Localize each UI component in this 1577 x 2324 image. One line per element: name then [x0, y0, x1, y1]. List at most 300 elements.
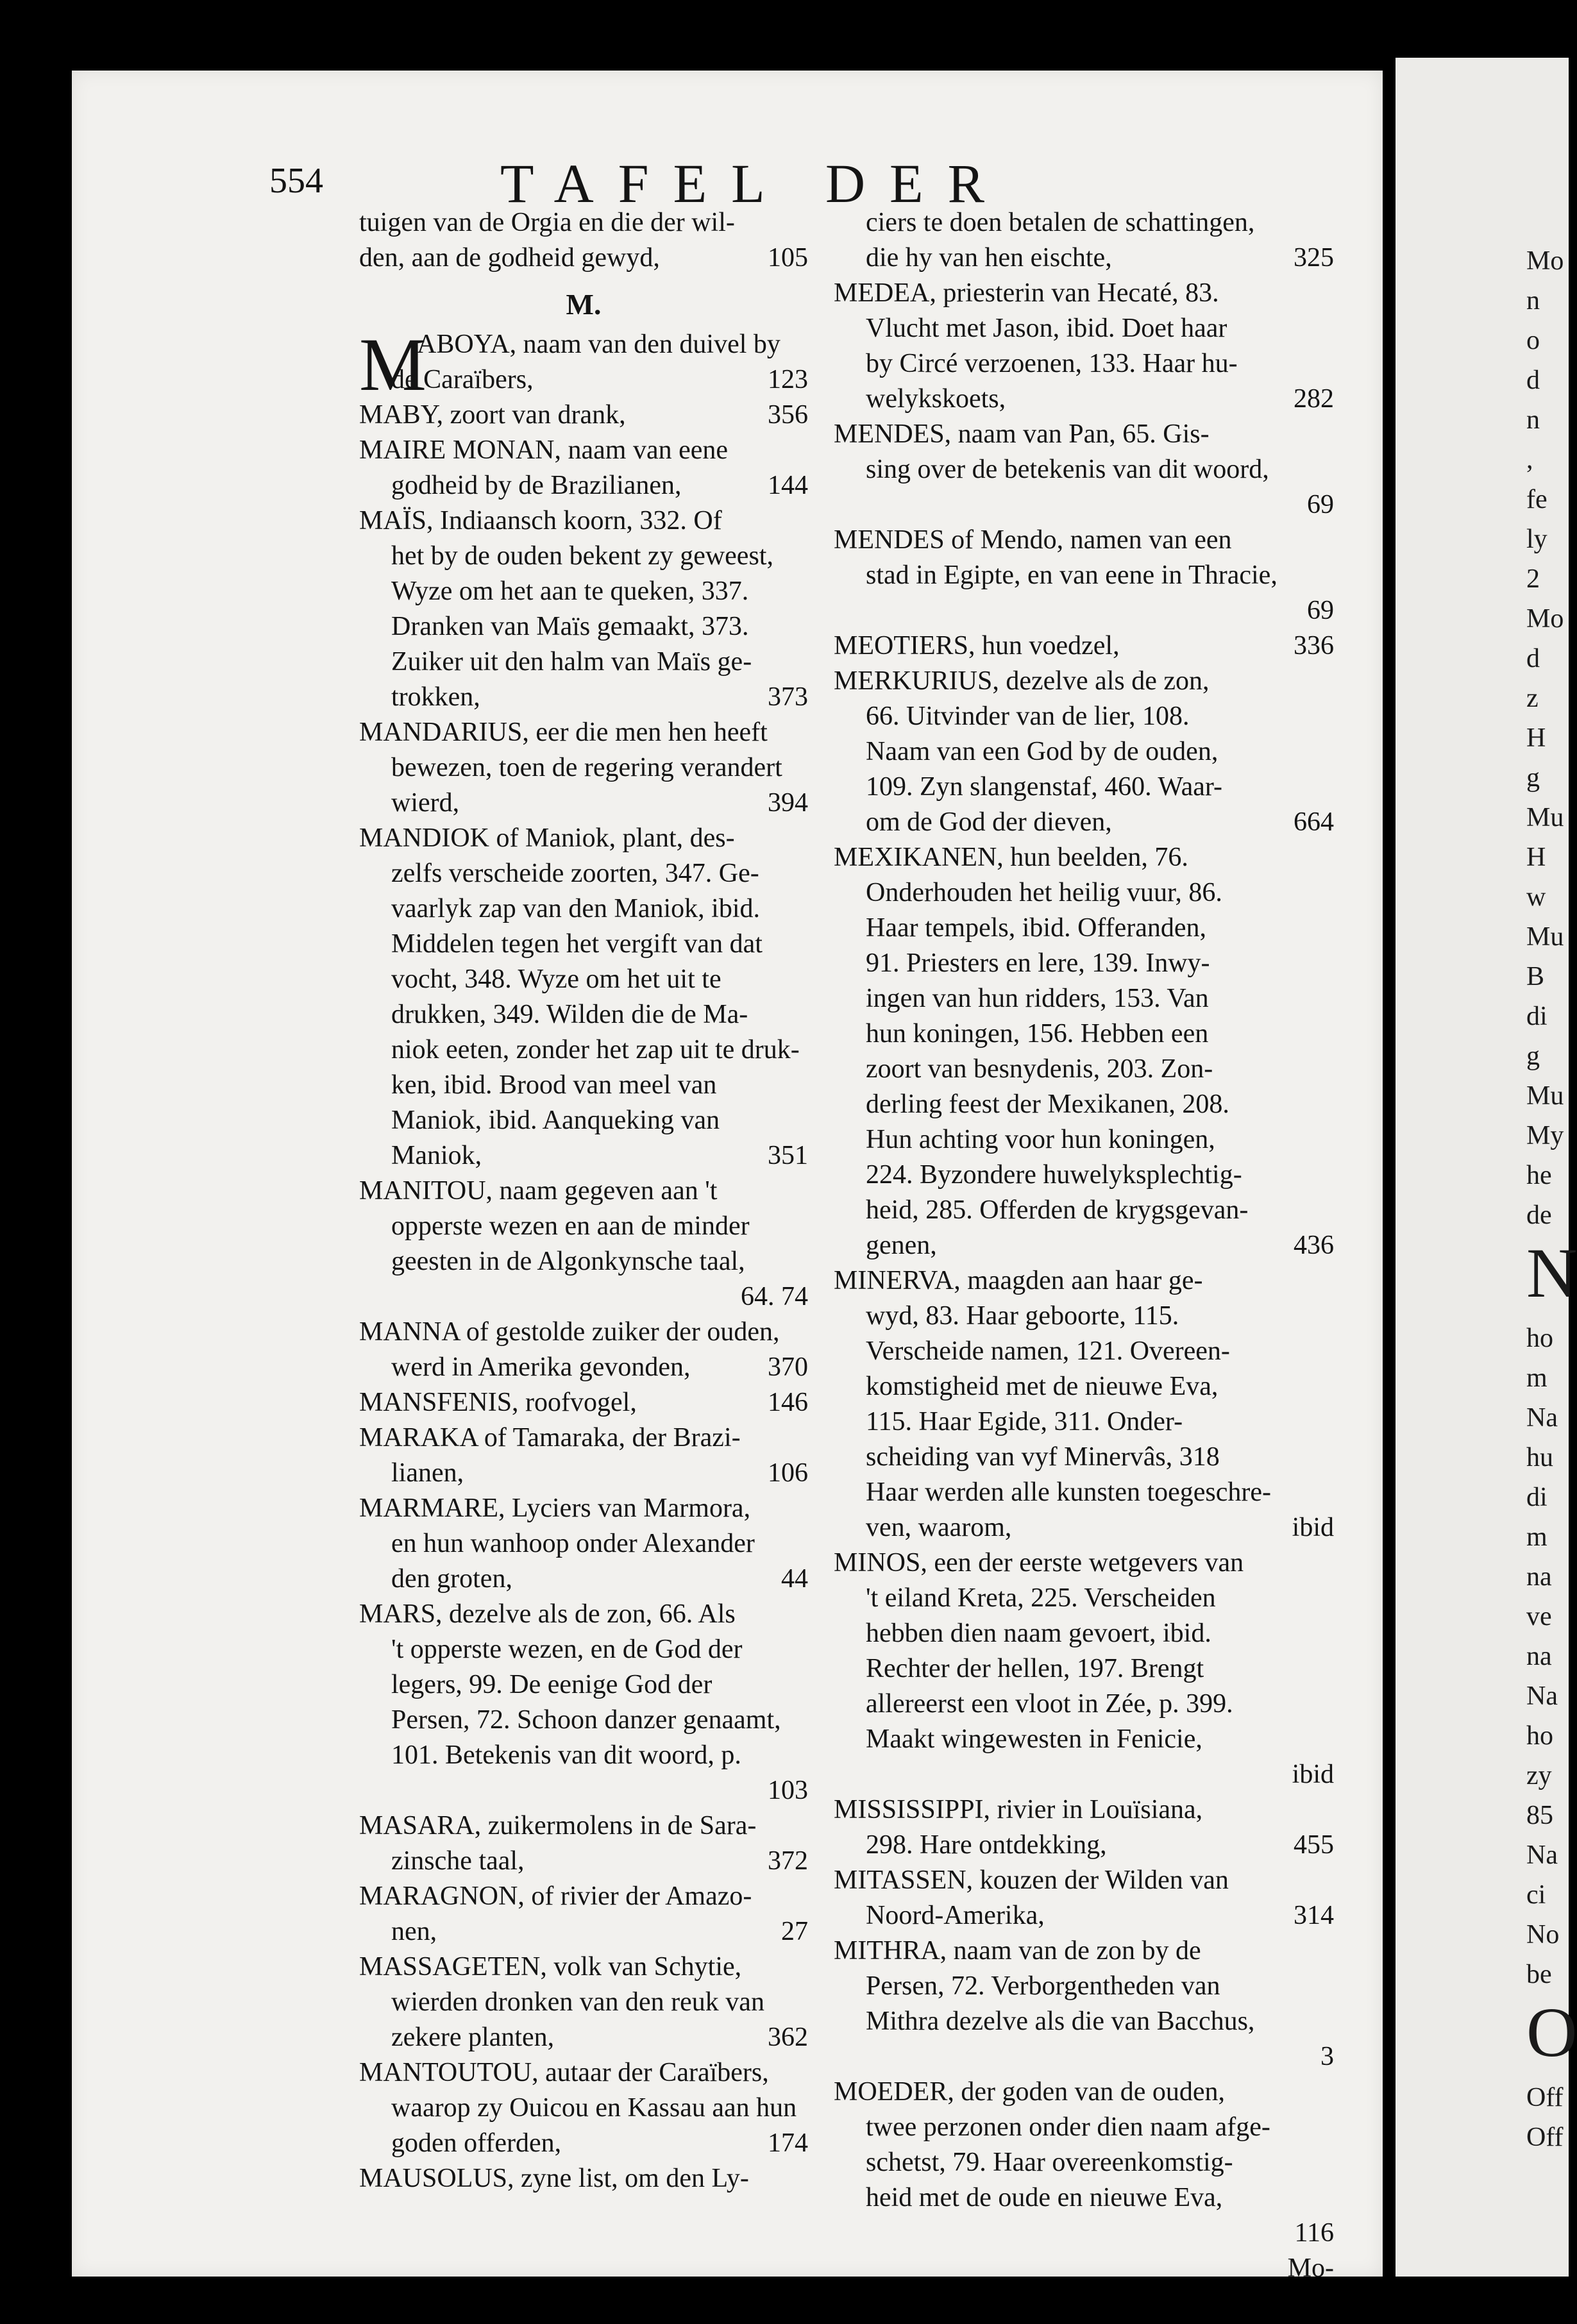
facing-page-fragment: Mo: [1526, 604, 1564, 634]
facing-page-fragment: g: [1526, 763, 1540, 793]
entry-text: 't eiland Kreta, 225. Verscheiden: [866, 1583, 1216, 1613]
index-entry-line: [359, 1420, 808, 1456]
index-entry-line: [359, 1632, 808, 1667]
index-entry-line: [834, 558, 1334, 593]
entry-text: sing over de betekenis van dit woord,: [866, 455, 1269, 484]
facing-page-fragment: Na: [1526, 1840, 1558, 1870]
page-ref: 351: [768, 1141, 808, 1170]
page-ref: 64. 74: [741, 1282, 808, 1311]
index-entry-line: [834, 311, 1334, 346]
page-ref: 106: [768, 1458, 808, 1488]
entry-text: MANITOU, naam gegeven aan 't: [359, 1176, 718, 1206]
entry-text: bewezen, toen de regering verandert: [391, 753, 782, 782]
entry-text: MARS, dezelve als de zon, 66. Als: [359, 1599, 736, 1629]
index-entry-line: [834, 1898, 1334, 1933]
entry-text: en hun wanhoop onder Alexander: [391, 1529, 755, 1558]
facing-page-fragment: w: [1526, 882, 1546, 912]
facing-page-fragment: na: [1526, 1642, 1552, 1671]
index-entry-line: [834, 1440, 1334, 1475]
facing-page-fragment: z: [1526, 684, 1539, 713]
index-entry-line: [834, 2004, 1334, 2039]
entry-text: MARAKA of Tamaraka, der Brazi-: [359, 1423, 741, 1453]
entry-text: Middelen tegen het vergift van dat: [391, 929, 763, 959]
index-entry-line: [359, 1985, 808, 2020]
facing-page-fragment: ,: [1526, 445, 1533, 475]
entry-text: twee perzonen onder dien naam afge-: [866, 2112, 1270, 2142]
entry-text: opperste wezen en aan de minder: [391, 1211, 750, 1241]
index-entry-line: [834, 1122, 1334, 1158]
entry-text: Maakt wingewesten in Fenicie,: [866, 1724, 1202, 1754]
facing-page-fragment: Off: [1526, 2123, 1564, 2152]
entry-text: Maniok,: [391, 1141, 482, 1170]
entry-text: godheid by de Brazilianen,: [391, 471, 682, 500]
index-entry-line: [834, 699, 1334, 734]
entry-text: Zuiker uit den halm van Maïs ge-: [391, 647, 752, 677]
entry-text: 91. Priesters en lere, 139. Inwy-: [866, 948, 1210, 978]
index-entry-line: [359, 1032, 808, 1068]
facing-page-fragment: ci: [1526, 1880, 1546, 1910]
index-entry-line: [834, 1369, 1334, 1404]
index-entry-line: [834, 2180, 1334, 2216]
index-entry-line: [834, 2145, 1334, 2180]
facing-page-fragment: zy: [1526, 1761, 1552, 1790]
entry-text: legers, 99. De eenige God der: [391, 1670, 713, 1699]
entry-text: MANDARIUS, eer die men hen heeft: [359, 718, 768, 747]
facing-page-fragment: de: [1526, 1200, 1552, 1230]
index-entry-line: [359, 1879, 808, 1914]
entry-text: 't opperste wezen, en de God der: [391, 1635, 743, 1664]
entry-text: ingen van hun ridders, 153. Van: [866, 984, 1209, 1013]
page-ref: Mo-: [1287, 2253, 1334, 2283]
index-entry-line: [359, 891, 808, 927]
entry-text: den groten,: [391, 1564, 512, 1594]
facing-page-text: [1526, 244, 1577, 2232]
entry-text: het by de ouden bekent zy geweest,: [391, 541, 773, 571]
index-entry-line: [359, 1562, 808, 1597]
index-entry-line: [834, 417, 1334, 452]
entry-text: den, aan de godheid gewyd,: [359, 243, 660, 273]
entry-text: wierd,: [391, 788, 460, 818]
entry-text: MENDES, naam van Pan, 65. Gis-: [834, 419, 1210, 449]
index-entry-line: [834, 1828, 1334, 1863]
facing-page-fragment: n: [1526, 286, 1540, 316]
entry-text: Persen, 72. Schoon danzer genaamt,: [391, 1705, 781, 1735]
facing-page-fragment: d: [1526, 366, 1540, 395]
index-entry-line: [834, 1016, 1334, 1052]
facing-page-fragment: Mo: [1526, 246, 1564, 276]
index-entry-line: [359, 997, 808, 1032]
facing-page-fragment: m: [1526, 1522, 1547, 1552]
index-entry-line: [834, 2251, 1334, 2286]
entry-text: trokken,: [391, 682, 480, 712]
entry-text: Noord-Amerika,: [866, 1901, 1045, 1930]
entry-text: Haar tempels, ibid. Offeranden,: [866, 913, 1207, 943]
entry-text: zoort van besnydenis, 203. Zon-: [866, 1054, 1213, 1084]
entry-text: lianen,: [391, 1458, 464, 1488]
entry-text: MANNA of gestolde zuiker der ouden,: [359, 1317, 780, 1347]
index-entry-line: [359, 1174, 808, 1209]
index-entry-line: [834, 2216, 1334, 2251]
index-entry-line: [834, 1545, 1334, 1581]
facing-page-fragment: Off: [1526, 2083, 1564, 2112]
index-entry-line: [834, 1792, 1334, 1828]
index-entry-line: [834, 1722, 1334, 1757]
index-entry-line: [359, 468, 808, 503]
entry-text: 224. Byzondere huwelyksplechtig-: [866, 1160, 1242, 1190]
page-number: 554: [269, 161, 323, 201]
facing-page-fragment: 2: [1526, 564, 1540, 594]
index-entry-line: [359, 715, 808, 750]
entry-text: geesten in de Algonkynsche taal,: [391, 1247, 745, 1276]
index-entry-line: [359, 1068, 808, 1103]
index-entry-line: [359, 503, 808, 539]
index-entry-line: [359, 240, 808, 276]
entry-text: 298. Hare ontdekking,: [866, 1830, 1107, 1860]
entry-text: welykskoets,: [866, 384, 1006, 414]
entry-text: Naam van een God by de ouden,: [866, 737, 1219, 766]
entry-text: drukken, 349. Wilden die de Ma-: [391, 1000, 748, 1029]
index-entry-line: [834, 276, 1334, 311]
entry-text: genen,: [866, 1231, 937, 1260]
page-ref: 69: [1307, 490, 1334, 519]
entry-text: zekere planten,: [391, 2023, 555, 2052]
index-entry-line: [834, 452, 1334, 487]
facing-page-fragment: N: [1526, 1234, 1577, 1312]
page-ref: 103: [768, 1776, 808, 1805]
entry-text: 101. Betekenis van dit woord, p.: [391, 1740, 741, 1770]
page-ref: ibid: [1292, 1760, 1334, 1789]
entry-text: stad in Egipte, en van eene in Thracie,: [866, 560, 1278, 590]
facing-page-fragment: di: [1526, 1002, 1547, 1031]
facing-page-fragment: ho: [1526, 1721, 1553, 1751]
index-entry-line: [359, 962, 808, 997]
entry-text: Wyze om het aan te queken, 337.: [391, 577, 749, 606]
facing-page-fragment: ve: [1526, 1602, 1552, 1631]
entry-text: MARAGNON, of rivier der Amazo-: [359, 1882, 752, 1911]
index-entry-line: [834, 1475, 1334, 1510]
index-entry-line: [834, 1334, 1334, 1369]
index-entry-line: [834, 1933, 1334, 1969]
page-ref: 336: [1294, 631, 1334, 661]
page-ref: ibid: [1292, 1513, 1334, 1542]
entry-text: 115. Haar Egide, 311. Onder-: [866, 1407, 1183, 1436]
entry-text: Rechter der hellen, 197. Brengt: [866, 1654, 1204, 1683]
entry-text: om de God der dieven,: [866, 807, 1112, 837]
index-column-right: [834, 205, 1334, 2286]
facing-page-fragment: m: [1526, 1363, 1547, 1393]
entry-text: niok eeten, zonder het zap uit te druk-: [391, 1035, 800, 1065]
index-entry-line: [359, 644, 808, 680]
entry-text: nen,: [391, 1917, 437, 1946]
index-entry-line: [359, 362, 808, 398]
facing-page-fragment: O: [1526, 1993, 1577, 2071]
entry-text: MASARA, zuikermolens in de Sara-: [359, 1811, 757, 1840]
index-entry-line: [834, 2039, 1334, 2075]
facing-page-fragment: g: [1526, 1041, 1540, 1071]
index-entry-line: [359, 1385, 808, 1420]
entry-text: tuigen van de Orgia en die der wil-: [359, 208, 735, 237]
facing-page-fragment: na: [1526, 1562, 1552, 1592]
entry-text: Verscheide namen, 121. Overeen-: [866, 1336, 1230, 1366]
entry-text: werd in Amerika gevonden,: [391, 1352, 691, 1382]
entry-text: MABY, zoort van drank,: [359, 400, 626, 430]
entry-text: waarop zy Ouicou en Kassau aan hun: [391, 2093, 797, 2123]
index-entry-line: [359, 1597, 808, 1632]
entry-text: derling feest der Mexikanen, 208.: [866, 1090, 1229, 1119]
entry-text: Haar werden alle kunsten toegeschre-: [866, 1478, 1272, 1507]
page-ref: 356: [768, 400, 808, 430]
facing-page-fragment: H: [1526, 723, 1546, 753]
facing-page-fragment: n: [1526, 405, 1540, 435]
entry-text: MEOTIERS, hun voedzel,: [834, 631, 1120, 661]
entry-text: MOEDER, der goden van de ouden,: [834, 2077, 1226, 2107]
entry-text: vaarlyk zap van den Maniok, ibid.: [391, 894, 760, 923]
index-entry-line: [834, 1193, 1334, 1228]
index-entry-line: [834, 1757, 1334, 1792]
entry-text: MANDIOK of Maniok, plant, des-: [359, 823, 735, 853]
index-entry-line: [834, 664, 1334, 699]
page-ref: 44: [781, 1564, 808, 1594]
entry-text: wierden dronken van den reuk van: [391, 1987, 764, 2017]
index-entry-line: [834, 346, 1334, 382]
entry-text: Vlucht met Jason, ibid. Doet haar: [866, 314, 1227, 343]
page-ref: 394: [768, 788, 808, 818]
index-entry-line: [834, 734, 1334, 770]
index-entry-line: [359, 1808, 808, 1844]
facing-page-fragment: Mu: [1526, 1081, 1564, 1111]
index-entry-line: [834, 911, 1334, 946]
entry-text: hebben dien naam gevoert, ibid.: [866, 1619, 1211, 1648]
entry-text: wyd, 83. Haar geboorte, 115.: [866, 1301, 1179, 1331]
index-entry-line: [359, 1209, 808, 1244]
index-entry-line: [359, 1103, 808, 1138]
facing-page-fragment: ho: [1526, 1324, 1553, 1353]
page-ref: 362: [768, 2023, 808, 2052]
index-entry-line: [834, 946, 1334, 981]
page-ref: 664: [1294, 807, 1334, 837]
page-ref: 372: [768, 1846, 808, 1876]
index-entry-line: [359, 2161, 808, 2196]
index-entry-line: [834, 1651, 1334, 1687]
index-entry-line: [359, 2126, 808, 2161]
entry-text: MAUSOLUS, zyne list, om den Ly-: [359, 2164, 749, 2193]
facing-page-fragment: d: [1526, 644, 1540, 673]
index-entry-line: [834, 1863, 1334, 1898]
entry-text: MAÏS, Indiaansch koorn, 332. Of: [359, 506, 722, 535]
entry-text: Hun achting voor hun koningen,: [866, 1125, 1215, 1154]
index-entry-line: [359, 1949, 808, 1985]
index-entry-line: [834, 205, 1334, 240]
entry-text: MEDEA, priesterin van Hecaté, 83.: [834, 278, 1219, 308]
entry-text: MEXIKANEN, hun beelden, 76.: [834, 843, 1188, 872]
index-entry-line: [834, 1228, 1334, 1263]
entry-text: ken, ibid. Brood van meel van: [391, 1070, 717, 1100]
page-ref: 436: [1294, 1231, 1334, 1260]
entry-text: MINERVA, maagden aan haar ge-: [834, 1266, 1203, 1295]
index-entry-line: [834, 1510, 1334, 1545]
entry-text: Dranken van Maïs gemaakt, 373.: [391, 612, 749, 641]
index-entry-line: [834, 1687, 1334, 1722]
index-entry-line: [834, 1616, 1334, 1651]
entry-text: ciers te doen betalen de schattingen,: [866, 208, 1255, 237]
entry-text: MERKURIUS, dezelve als de zon,: [834, 666, 1210, 696]
page-ref: 455: [1294, 1830, 1334, 1860]
index-entry-line: [359, 2091, 808, 2126]
index-entry-line: [834, 240, 1334, 276]
index-entry-line: [359, 1138, 808, 1174]
entry-text: MITASSEN, kouzen der Wilden van: [834, 1865, 1229, 1895]
index-entry-line: [359, 927, 808, 962]
index-entry-line: [359, 574, 808, 609]
index-entry-line: [359, 1914, 808, 1949]
entry-text: heid met de oude en nieuwe Eva,: [866, 2183, 1223, 2212]
index-entry-line: [359, 821, 808, 856]
index-entry-line: [359, 1491, 808, 1526]
index-entry-line: [359, 205, 808, 240]
index-entry-line: [359, 2055, 808, 2091]
index-entry-line: [359, 786, 808, 821]
index-entry-line: [834, 1087, 1334, 1122]
index-entry-line: [359, 1667, 808, 1703]
page-ref: 27: [781, 1917, 808, 1946]
entry-text: 109. Zyn slangenstaf, 460. Waar-: [866, 772, 1223, 802]
entry-text: scheiding van vyf Minervâs, 318: [866, 1442, 1220, 1472]
index-entry-line: [834, 981, 1334, 1016]
index-entry-line: [359, 1773, 808, 1808]
entry-text: MISSISSIPPI, rivier in Louïsiana,: [834, 1795, 1203, 1824]
facing-page-fragment: he: [1526, 1161, 1552, 1190]
facing-page-fragment: Na: [1526, 1681, 1558, 1711]
page-ref: 116: [1294, 2218, 1334, 2248]
page-ref: 69: [1307, 596, 1334, 625]
index-entry-line: [359, 1244, 808, 1279]
index-entry-line: [834, 1404, 1334, 1440]
index-entry-line: [834, 840, 1334, 875]
entry-text: 66. Uitvinder van de lier, 108.: [866, 702, 1190, 731]
index-entry-line: [359, 1738, 808, 1773]
facing-page-fragment: Mu: [1526, 803, 1564, 832]
index-entry-line: [834, 1158, 1334, 1193]
facing-page-fragment: No: [1526, 1920, 1560, 1949]
index-entry-line: [359, 680, 808, 715]
entry-text: zelfs verscheide zoorten, 347. Ge-: [391, 859, 759, 888]
entry-text: goden offerden,: [391, 2128, 562, 2158]
index-entry-line: [834, 628, 1334, 664]
index-entry-line: [834, 2110, 1334, 2145]
index-entry-line: [834, 1299, 1334, 1334]
index-entry-line: [359, 1456, 808, 1491]
facing-page-fragment: be: [1526, 1960, 1552, 1989]
entry-text: vocht, 348. Wyze om het uit te: [391, 964, 721, 994]
index-entry-line: [359, 1703, 808, 1738]
entry-text: Mithra dezelve als die van Bacchus,: [866, 2007, 1255, 2036]
index-entry-line: [359, 856, 808, 891]
index-entry-line: [834, 2075, 1334, 2110]
entry-text: MANSFENIS, roofvogel,: [359, 1388, 637, 1417]
page-ref: 105: [768, 243, 808, 273]
page-title: TAFEL DER: [500, 153, 1009, 214]
facing-page-fragment: My: [1526, 1121, 1564, 1150]
entry-text: MITHRA, naam van de zon by de: [834, 1936, 1201, 1966]
page-ref: 325: [1294, 243, 1334, 273]
index-entry-line: [359, 398, 808, 433]
index-entry-line: [834, 1263, 1334, 1299]
page-ref: 370: [768, 1352, 808, 1382]
index-entry-line: [834, 1581, 1334, 1616]
facing-page-fragment: o: [1526, 326, 1540, 355]
entry-text: komstigheid met de nieuwe Eva,: [866, 1372, 1219, 1401]
index-entry-line: [359, 1350, 808, 1385]
index-entry-line: [359, 1526, 808, 1562]
page-ref: 174: [768, 2128, 808, 2158]
index-entry-line: [834, 770, 1334, 805]
facing-page-fragment: di: [1526, 1483, 1547, 1512]
section-heading: M.: [566, 288, 602, 321]
page-ref: 314: [1294, 1901, 1334, 1930]
index-entry-line: [834, 1969, 1334, 2004]
page-ref: 146: [768, 1388, 808, 1417]
index-entry-line: [359, 1315, 808, 1350]
entry-text: MASSAGETEN, volk van Schytie,: [359, 1952, 742, 1982]
page-ref: 123: [768, 365, 808, 394]
entry-text: ven, waarom,: [866, 1513, 1012, 1542]
index-entry-line: [834, 875, 1334, 911]
facing-page-fragment: Na: [1526, 1403, 1558, 1433]
index-entry-line: [834, 805, 1334, 840]
entry-text: Persen, 72. Verborgentheden van: [866, 1971, 1220, 2001]
index-entry-line: [834, 382, 1334, 417]
entry-text: ABOYA, naam van den duivel by: [417, 330, 780, 359]
entry-text: MAIRE MONAN, naam van eene: [359, 435, 729, 465]
facing-page-fragment: B: [1526, 962, 1545, 991]
facing-page-fragment: H: [1526, 843, 1546, 872]
index-entry-line: [834, 487, 1334, 523]
entry-text: zinsche taal,: [391, 1846, 525, 1876]
entry-text: by Circé verzoenen, 133. Haar hu-: [866, 349, 1238, 378]
entry-text: MARMARE, Lyciers van Marmora,: [359, 1494, 751, 1523]
index-entry-line: [359, 539, 808, 574]
entry-text: heid, 285. Offerden de krygsgevan-: [866, 1195, 1249, 1225]
entry-text: allereerst een vloot in Zée, p. 399.: [866, 1689, 1233, 1719]
entry-text: MENDES of Mendo, namen van een: [834, 525, 1232, 555]
index-entry-line: [359, 750, 808, 786]
index-entry-line: [834, 523, 1334, 558]
facing-page-fragment: hu: [1526, 1443, 1553, 1472]
entry-text: MANTOUTOU, autaar der Caraïbers,: [359, 2058, 769, 2087]
index-entry-line: [359, 2020, 808, 2055]
index-column-left: [359, 205, 808, 2196]
entry-text: Onderhouden het heilig vuur, 86.: [866, 878, 1222, 907]
index-entry-line: [834, 593, 1334, 628]
facing-page-fragment: 85: [1526, 1801, 1553, 1830]
page-ref: 3: [1320, 2042, 1334, 2071]
page-ref: 282: [1294, 384, 1334, 414]
facing-page-fragment: ly: [1526, 525, 1547, 554]
facing-page-fragment: fe: [1526, 485, 1547, 514]
page-ref: 373: [768, 682, 808, 712]
facing-page-fragment: Mu: [1526, 922, 1564, 952]
entry-text: Maniok, ibid. Aanqueking van: [391, 1106, 720, 1135]
entry-text: MINOS, een der eerste wetgevers van: [834, 1548, 1244, 1578]
index-entry-line: [359, 433, 808, 468]
index-entry-line: [359, 609, 808, 644]
entry-text: hun koningen, 156. Hebben een: [866, 1019, 1209, 1048]
page-ref: 144: [768, 471, 808, 500]
index-entry-line: [359, 1279, 808, 1315]
index-entry-line: [359, 1844, 808, 1879]
drop-cap: M: [359, 323, 426, 407]
entry-text: schetst, 79. Haar overeenkomstig-: [866, 2148, 1233, 2177]
